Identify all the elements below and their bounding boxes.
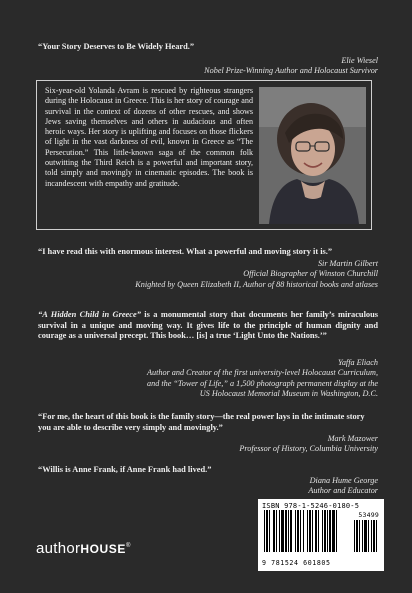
barcode-bar [266,510,268,552]
price-bar [376,520,377,552]
price-bar [362,520,363,552]
quote-wiesel: “Your Story Deserves to Be Widely Heard.” [38,42,195,51]
price-code: 53499 [358,511,379,519]
attribution-gilbert [38,259,378,290]
barcode-bar [312,510,313,552]
price-bar [354,520,355,552]
barcode-bar [290,510,292,552]
price-bar [368,520,369,552]
barcode-bar [285,510,287,552]
barcode-bar [269,510,270,552]
synopsis-text: Six-year-old Yolanda Avram is rescued by righteous strangers during the Holocaust in Greece. This is her story of courage and survival in the context of dozens of other rescues, and shows Jews saving themselves and others in audacious and often heroic ways. Her story is uplifting and focuses on those flickers of light in the vast darkness of evil, known in Greece as “The Persecution.” This little-known saga of the common folk outwitting the Third Reich is a powerful and important story, told simply and movingly in cinematic episodes. The book is incandescent with empathy and gratitude. [45,86,253,188]
isbn-number: ISBN 978-1-5246-0180-5 [262,502,360,510]
price-bar [373,520,375,552]
attribution-name: Sir Martin Gilbert [317,259,378,268]
quote-eliach [38,310,378,342]
price-bar [356,520,358,552]
barcode-bar [307,510,308,552]
author-photo [259,87,366,224]
barcode-bar [327,510,328,552]
barcode-bar [276,510,277,552]
barcode-bar [318,510,319,552]
attribution-name: Diana Hume George [309,476,378,485]
attribution-name: Mark Mazower [327,434,378,443]
barcode-bar [309,510,311,552]
book-title: “A Hidden Child in Greece” [38,310,141,319]
price-bar [359,520,360,552]
barcode-bar [329,510,331,552]
isbn-barcode [258,499,384,571]
barcode-bar [324,510,326,552]
attribution-title: Professor of History, Columbia University [239,444,378,454]
barcode-digits: 9 781524 601805 [262,559,331,567]
publisher-logo [36,540,131,557]
synopsis-box [36,80,372,230]
barcode-bar [281,510,284,552]
barcode-bar [300,510,301,552]
attribution-name: Elie Wiesel [341,56,378,65]
price-bar [371,520,372,552]
barcode-bar [295,510,296,552]
attribution-title: and the “Tower of Life,” a 1,500 photograph permanent display at the [147,378,378,388]
quote-gilbert: “I have read this with enormous interest. What a powerful and moving story it is.” [38,247,333,256]
logo-author: author [36,540,81,557]
quote-eliach-text: is a monumental story that documents her family’s miraculous survival in a unique and moving way. It gives life to the principle of human dignity and courage as a universal precept. This book… [is] a true ‘Light Unto the Nations.’” [38,310,378,341]
attribution-title: Nobel Prize-Winning Author and Holocaust Survivor [204,66,378,76]
attribution-george [38,476,378,497]
quote-george: “Willis is Anne Frank, if Anne Frank had lived.” [38,465,212,474]
attribution-title: Official Biographer of Winston Churchill [243,269,378,279]
barcode-bar [297,510,299,552]
barcode-bar [288,510,289,552]
barcode-bar [303,510,304,552]
attribution-title: US Holocaust Memorial Museum in Washington, D.C. [199,389,378,399]
logo-registered-mark: ® [126,543,131,549]
attribution-title: Author and Creator of the first university-level Holocaust Curriculum, [147,368,378,378]
quote-mazower: “For me, the heart of this book is the family story—the real power lays in the intimate story you are able to describe very simply and movingly.” [38,412,365,432]
barcode-bar [279,510,280,552]
barcode-bar [264,510,265,552]
attribution-mazower [38,434,378,455]
barcode-bar [332,510,335,552]
attribution-wiesel [38,56,378,77]
barcode-bar [322,510,323,552]
attribution-eliach [38,358,378,400]
barcode-bar [273,510,275,552]
attribution-name: Yaffa Eliach [338,358,378,367]
barcode-bar [336,510,337,552]
price-bar [364,520,367,552]
attribution-title: Author and Educator [308,486,378,496]
barcode-bar [315,510,317,552]
logo-house: HOUSE [80,542,127,556]
attribution-title: Knighted by Queen Elizabeth II, Author of 88 historical books and atlases [135,279,378,289]
